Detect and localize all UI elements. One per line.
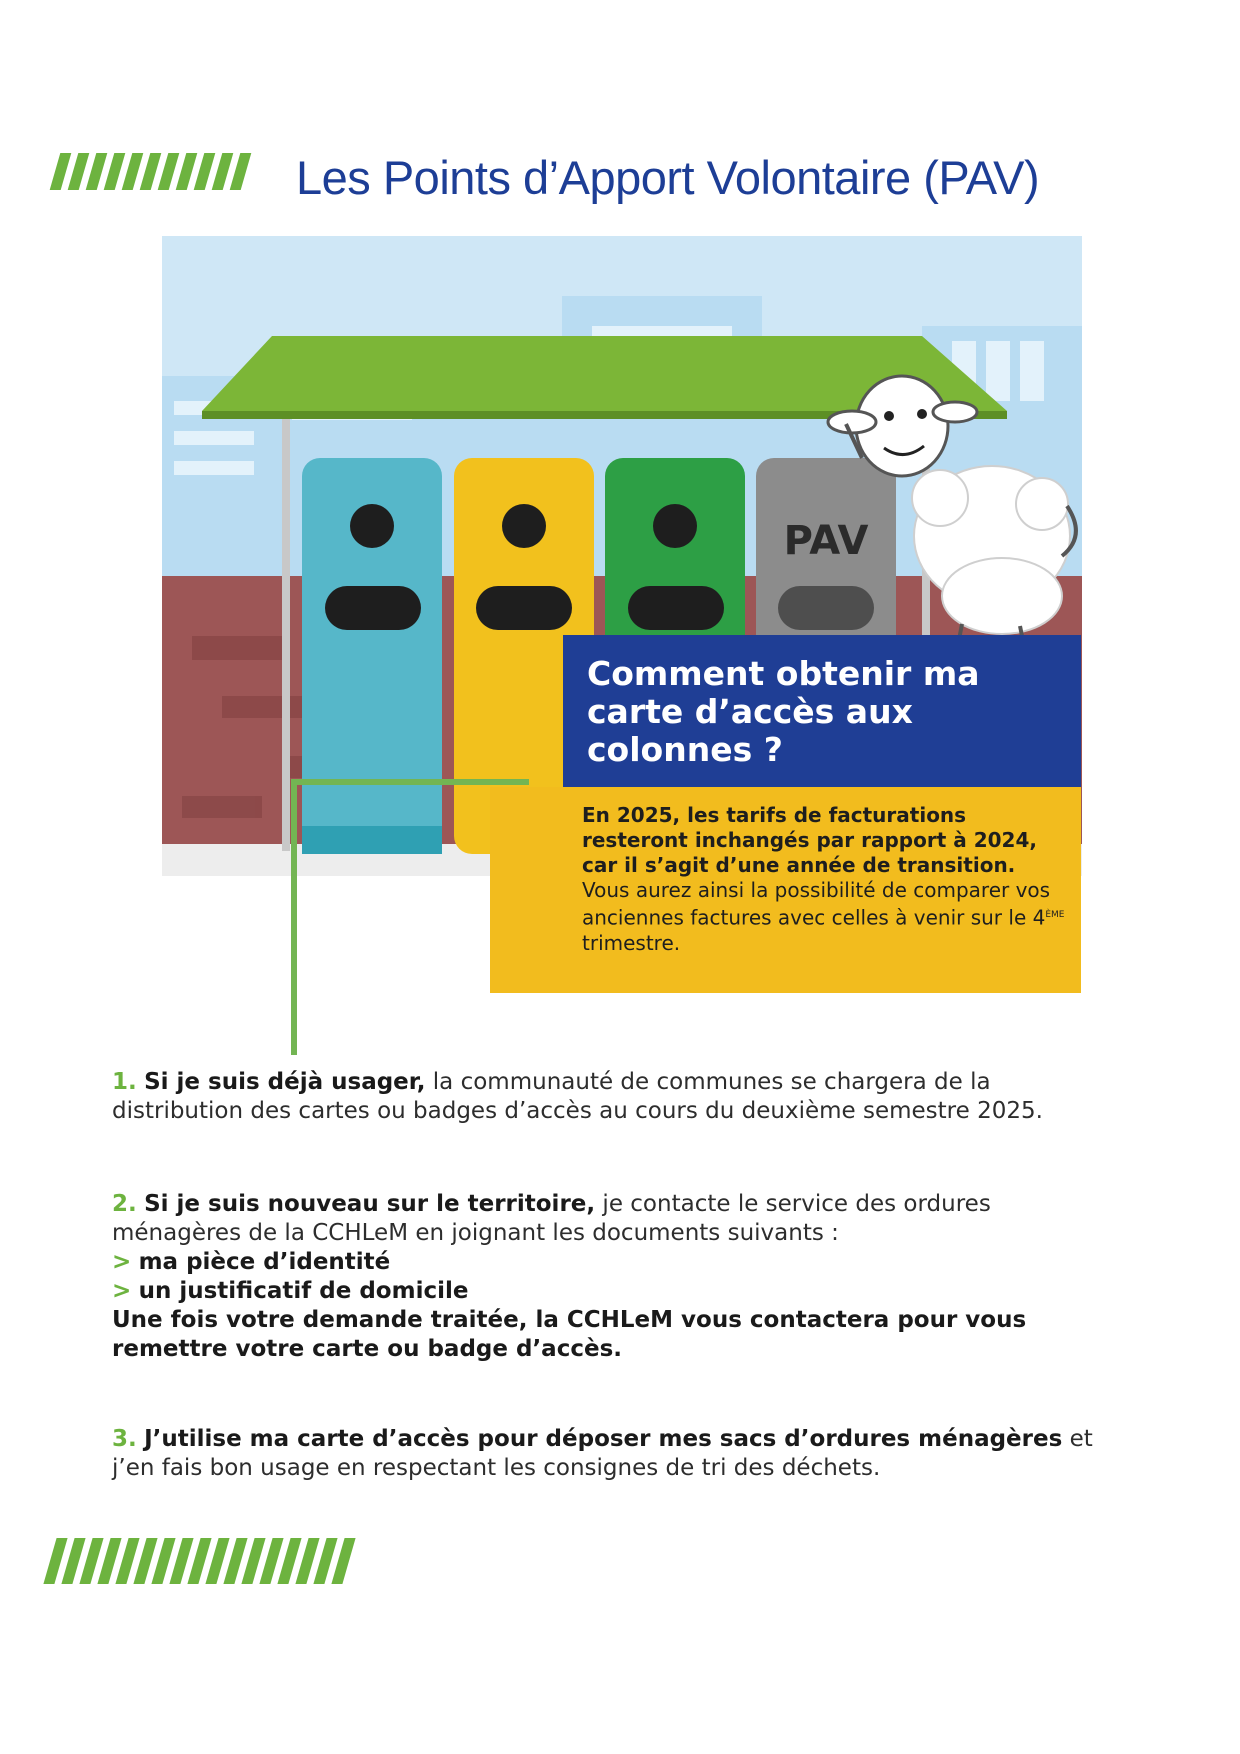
superscript-eme: ÈME bbox=[1045, 910, 1065, 920]
info-regular-text: Vous aurez ainsi la possibilité de comparer vos anciennes factures avec celles à venir sur le 4 bbox=[582, 878, 1051, 930]
bullet-arrow: > bbox=[112, 1278, 132, 1304]
step-number: 1. bbox=[112, 1069, 137, 1095]
info-bold-text: En 2025, les tarifs de facturations resteront inchangés par rapport à 2024, car il s’agit d’une année de transition. bbox=[582, 803, 1037, 877]
bullet-item: un justificatif de domicile bbox=[138, 1278, 469, 1304]
callout-heading: Comment obtenir ma carte d’accès aux colonnes ? bbox=[563, 635, 1081, 787]
step-text: et j’en fais bon usage en respectant les consignes de tri des déchets. bbox=[112, 1426, 1093, 1481]
step-3 bbox=[112, 1425, 1122, 1483]
page-title: Les Points d’Apport Volontaire (PAV) bbox=[296, 151, 1040, 204]
pav-label: PAV bbox=[783, 518, 869, 564]
info-box-text bbox=[582, 803, 1072, 956]
step-closing-text: Une fois votre demande traitée, la CCHLeM vous contactera pour vous remettre votre carte ou badge d’accès. bbox=[112, 1307, 1027, 1362]
bullet-item: ma pièce d’identité bbox=[138, 1249, 391, 1275]
step-2 bbox=[112, 1190, 1122, 1364]
step-number: 3. bbox=[112, 1426, 137, 1452]
footer-stripes-decoration bbox=[50, 1538, 349, 1584]
connector-line-vertical bbox=[291, 779, 297, 1055]
bin-teal bbox=[302, 458, 442, 854]
step-bold-text: J’utilise ma carte d’accès pour déposer mes sacs d’ordures ménagères bbox=[144, 1426, 1063, 1452]
step-text: la communauté de communes se chargera de la distribution des cartes ou badges d’accès au cours du deuxième semestre 2025. bbox=[112, 1069, 1043, 1124]
bullet-arrow: > bbox=[112, 1249, 132, 1275]
step-1 bbox=[112, 1068, 1122, 1126]
header-stripes-decoration bbox=[55, 153, 246, 190]
connector-line-horizontal bbox=[291, 779, 529, 785]
stripe bbox=[230, 153, 252, 190]
step-number: 2. bbox=[112, 1191, 137, 1217]
step-bold-text: Si je suis déjà usager, bbox=[144, 1069, 426, 1095]
step-bold-text: Si je suis nouveau sur le territoire, bbox=[144, 1191, 596, 1217]
info-regular-text-end: trimestre. bbox=[582, 930, 681, 955]
step-text: je contacte le service des ordures ménagères de la CCHLeM en joignant les documents suivants : bbox=[112, 1191, 991, 1246]
